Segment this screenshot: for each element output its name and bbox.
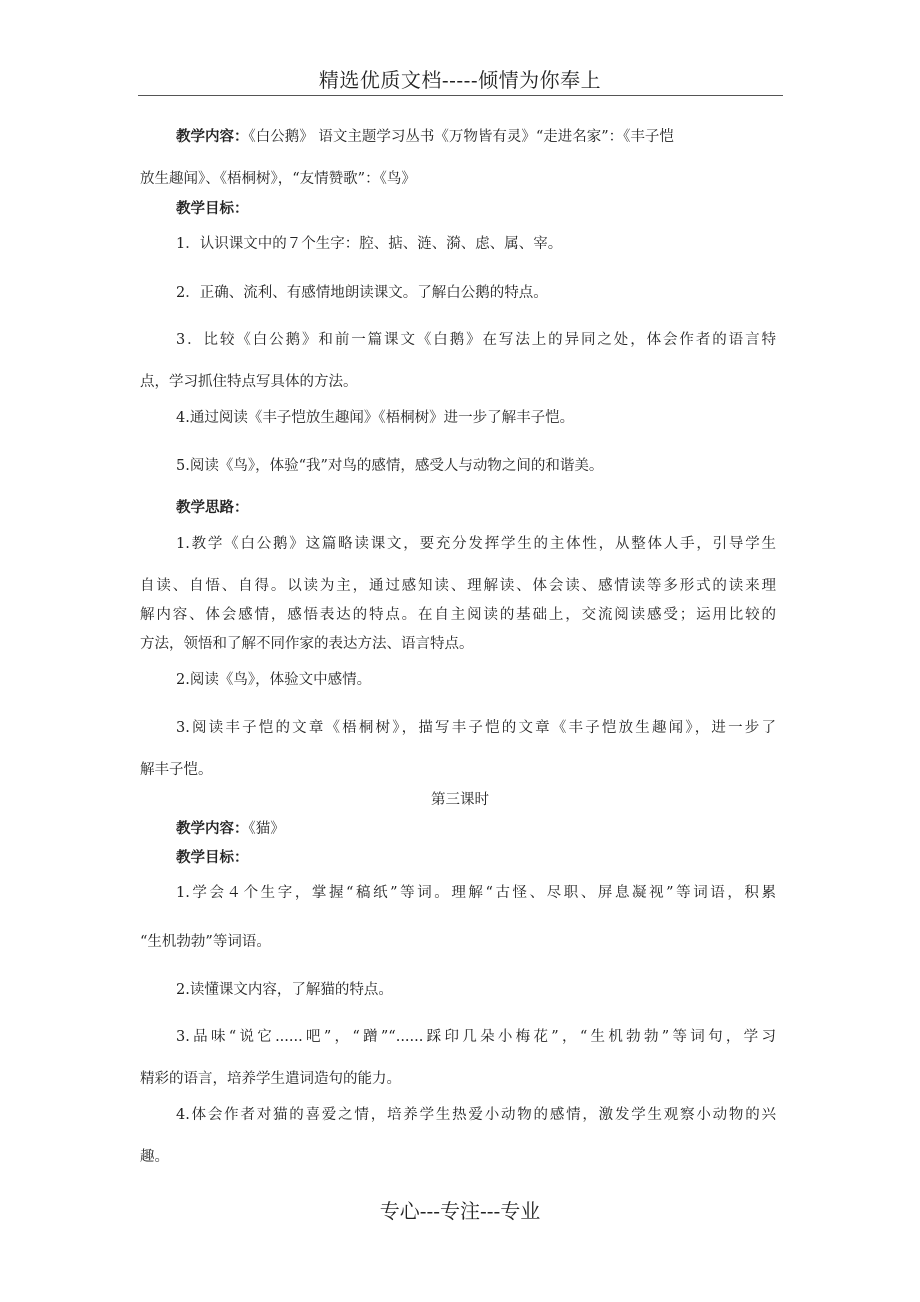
page-header-title: 精选优质文档-----倾情为你奉上	[318, 68, 602, 92]
content-text: 《白公鹅》 语文主题学习丛书《万物皆有灵》“走进名家”：《丰子恺	[248, 129, 674, 145]
content-line-1	[176, 127, 674, 147]
content-text-s2: 《猫》	[248, 821, 285, 837]
goal-2: 2．正确、流利、有感情地朗读课文。了解白公鹅的特点。	[176, 285, 548, 301]
s2-goal-4-line-1: 4.体会作者对猫的喜爱之情，培养学生热爱小动物的感情，激发学生观察小动物的兴	[176, 1107, 776, 1123]
goal-1: 1．认识课文中的７个生字：腔、掂、涟、漪、虑、属、宰。	[176, 236, 563, 252]
goal-5: 5.阅读《鸟》，体验“我”对鸟的感情，感受人与动物之间的和谐美。	[176, 458, 604, 474]
goal-4: 4.通过阅读《丰子恺放生趣闻》《梧桐树》进一步了解丰子恺。	[176, 410, 575, 426]
content-label-s2: 教学内容：	[176, 820, 249, 837]
thinking-label: 教学思路：	[176, 499, 249, 516]
s2-goal-4-line-2: 趣。	[140, 1149, 169, 1165]
goal-3-line-1: 3．比较《白公鹅》和前一篇课文《白鹅》在写法上的异同之处，体会作者的语言特	[176, 332, 776, 348]
thinking-3-line-2: 解丰子恺。	[140, 762, 213, 778]
header-divider	[138, 95, 783, 96]
thinking-2: 2.阅读《鸟》，体验文中感情。	[176, 672, 372, 688]
thinking-3-line-1: 3.阅读丰子恺的文章《梧桐树》，描写丰子恺的文章《丰子恺放生趣闻》，进一步了	[176, 720, 776, 736]
thinking-1-line-4: 方法，领悟和了解不同作家的表达方法、语言特点。	[140, 636, 474, 652]
goals-label: 教学目标：	[176, 200, 249, 217]
content-line-s2	[176, 819, 285, 839]
s2-goal-1-line-1: 1.学会４个生字，掌握“稿纸”等词。理解“古怪、尽职、屏息凝视”等词语，积累	[176, 885, 776, 901]
thinking-1-line-2: 自读、自悟、自得。以读为主，通过感知读、理解读、体会读、感情读等多形式的读来理	[140, 578, 776, 594]
content-line-2: 放生趣闻》、《梧桐树》，“友情赞歌”：《鸟》	[140, 171, 416, 187]
s2-goal-3-line-1: 3.品味“说它......吧”，“蹭”“......踩印几朵小梅花”，“生机勃勃”等词句，学习	[176, 1029, 776, 1045]
s2-goal-3-line-2: 精彩的语言，培养学生遣词造句的能力。	[140, 1071, 401, 1087]
content-label: 教学内容：	[176, 128, 249, 145]
goal-3-line-2: 点，学习抓住特点写具体的方法。	[140, 374, 358, 390]
goals-label-s2: 教学目标：	[176, 849, 249, 866]
thinking-1-line-3: 解内容、体会感情，感悟表达的特点。在自主阅读的基础上，交流阅读感受；运用比较的	[140, 607, 776, 623]
s2-goal-2: 2.读懂课文内容，了解猫的特点。	[176, 982, 393, 998]
lesson-title: 第三课时	[431, 792, 489, 808]
thinking-1-line-1: 1.教学《白公鹅》这篇略读课文，要充分发挥学生的主体性，从整体人手，引导学生	[176, 536, 776, 552]
page-footer: 专心---专注---专业	[379, 1199, 541, 1223]
s2-goal-1-line-2: “生机勃勃”等词语。	[140, 934, 271, 950]
